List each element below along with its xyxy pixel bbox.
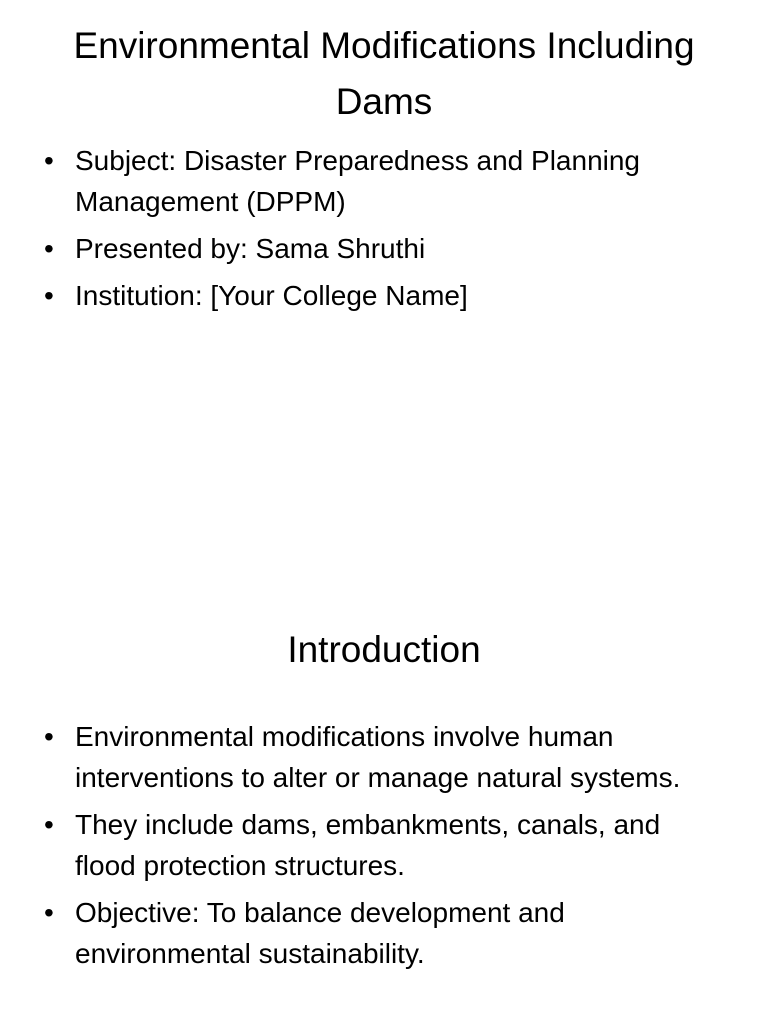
bullet-text: Subject: Disaster Preparedness and Planning Management (DPPM) — [75, 145, 641, 217]
bullet-list — [40, 716, 728, 980]
bullet-icon: • — [44, 280, 54, 311]
bullet-icon: • — [44, 721, 54, 752]
bullet-icon: • — [44, 809, 54, 840]
bullet-item-subject — [40, 140, 728, 222]
bullet-list — [40, 140, 728, 322]
bullet-text: Objective: To balance development and environmental sustainability. — [75, 897, 565, 969]
bullet-text: Environmental modifications involve human interventions to alter or manage natural systems. — [75, 721, 681, 793]
bullet-icon: • — [44, 145, 54, 176]
bullet-item-objective — [40, 892, 728, 974]
bullet-item-definition — [40, 716, 728, 798]
bullet-item-institution — [40, 275, 728, 316]
bullet-icon: • — [44, 233, 54, 264]
introduction-slide — [0, 512, 768, 1024]
bullet-text: Institution: [Your College Name] — [75, 280, 468, 311]
bullet-icon: • — [44, 897, 54, 928]
bullet-item-presenter — [40, 228, 728, 269]
bullet-text: They include dams, embankments, canals, and flood protection structures. — [75, 809, 661, 881]
slide-title: Environmental Modifications Including Dams — [73, 25, 695, 122]
bullet-item-examples — [40, 804, 728, 886]
slide-title: Introduction — [287, 629, 481, 670]
bullet-text: Presented by: Sama Shruthi — [75, 233, 426, 264]
